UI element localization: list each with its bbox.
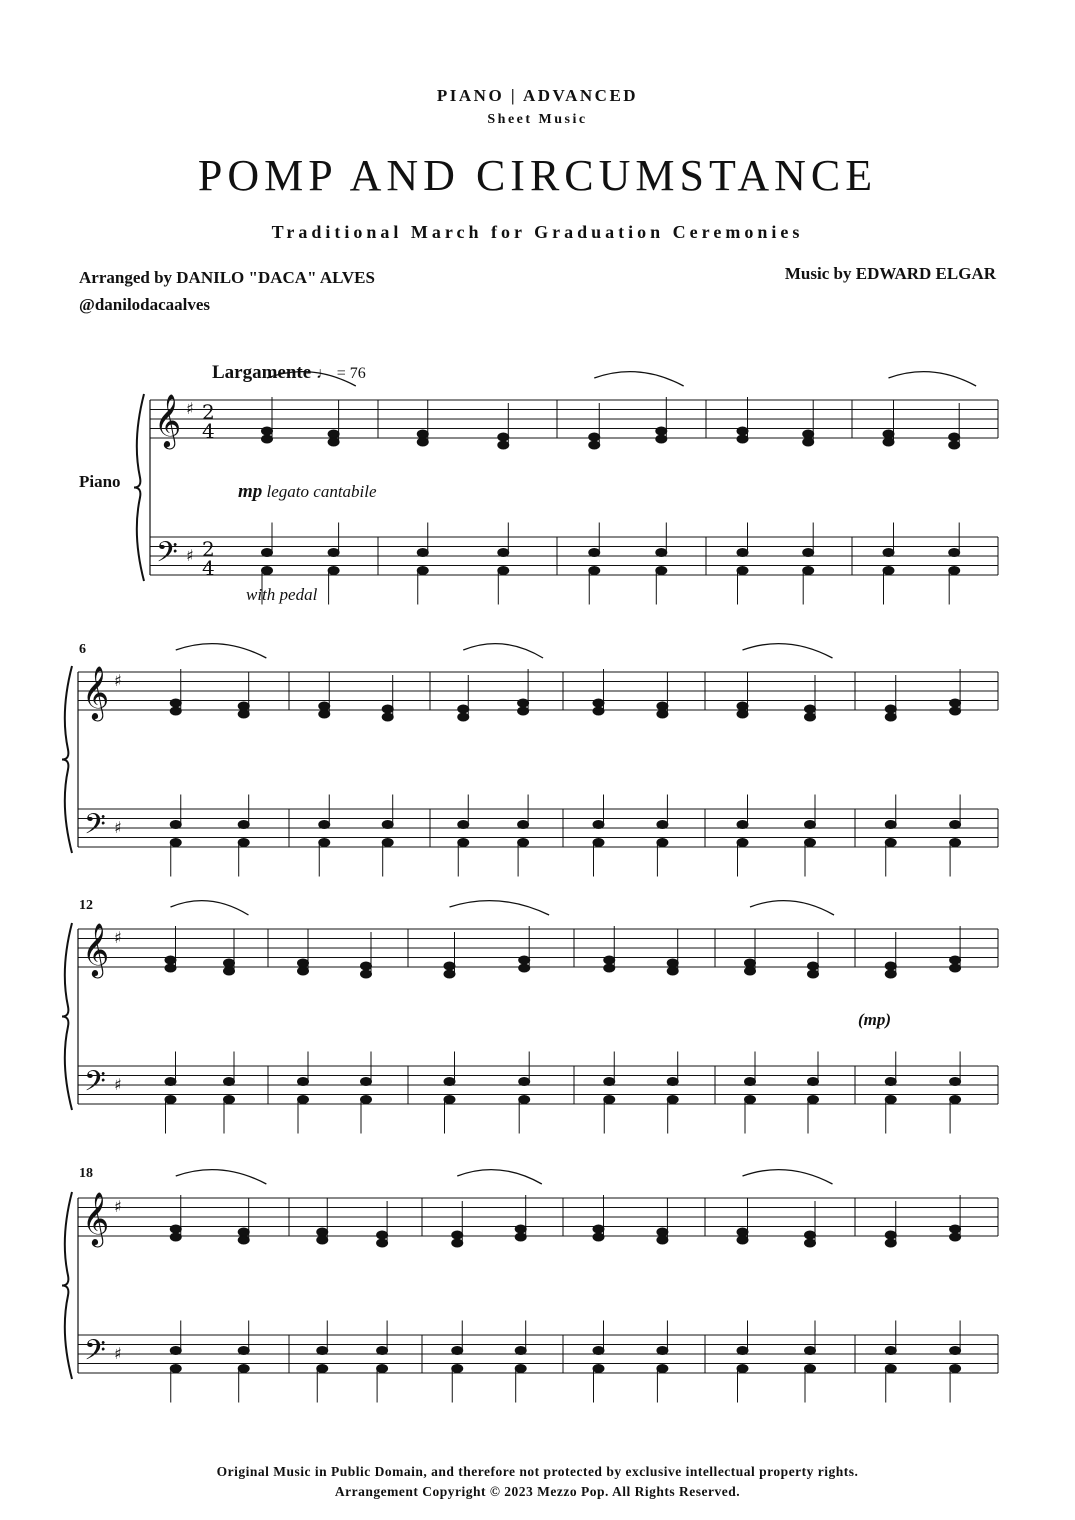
note-head <box>885 713 896 721</box>
measure-number-18: 18 <box>79 1166 93 1181</box>
note-head <box>883 567 894 575</box>
note-head <box>452 1231 463 1239</box>
note-head <box>885 839 896 847</box>
note-head <box>238 702 249 710</box>
note-head <box>808 1096 819 1104</box>
footer <box>0 1462 1075 1502</box>
note-head <box>589 549 600 557</box>
note-head <box>667 1078 678 1086</box>
note-head <box>657 1228 668 1236</box>
bass-clef-icon: 𝄢 <box>156 536 178 576</box>
sharp-icon: ♯ <box>114 818 122 837</box>
note-head <box>950 699 961 707</box>
note-head <box>657 1347 668 1355</box>
note-head <box>170 1365 181 1373</box>
note-head <box>458 821 469 829</box>
note-head <box>170 699 181 707</box>
note-head <box>604 964 615 972</box>
note-head <box>417 430 428 438</box>
time-signature-top: 2 <box>202 537 215 561</box>
footer-rights: Original Music in Public Domain, and therefore not protected by exclusive intellectual property rights. <box>216 1464 859 1479</box>
note-head <box>883 430 894 438</box>
note-head <box>224 1078 235 1086</box>
note-head <box>444 970 455 978</box>
tempo-value: = 76 <box>336 365 366 382</box>
note-head <box>224 1096 235 1104</box>
note-head <box>417 567 428 575</box>
note-head <box>515 1233 526 1241</box>
note-head <box>885 962 896 970</box>
time-signature-bottom: 4 <box>202 419 215 443</box>
note-head <box>593 1347 604 1355</box>
brace <box>134 394 144 581</box>
note-head <box>885 821 896 829</box>
note-head <box>885 1239 896 1247</box>
note-head <box>803 438 814 446</box>
note-head <box>498 433 509 441</box>
note-head <box>657 821 668 829</box>
sharp-icon: ♯ <box>114 1197 122 1216</box>
note-head <box>950 956 961 964</box>
note-head <box>803 549 814 557</box>
note-head <box>589 433 600 441</box>
sharp-icon: ♯ <box>186 399 194 418</box>
quarter-note-icon: ♩ <box>315 365 332 382</box>
note-head <box>737 549 748 557</box>
note-head <box>805 1231 816 1239</box>
note-head <box>805 713 816 721</box>
slur <box>743 1170 833 1184</box>
slur <box>889 372 977 386</box>
note-head <box>808 970 819 978</box>
note-head <box>885 1231 896 1239</box>
note-head <box>950 964 961 972</box>
note-head <box>165 1096 176 1104</box>
note-head <box>452 1365 463 1373</box>
note-head <box>361 1096 372 1104</box>
note-head <box>656 427 667 435</box>
measure-number-12: 12 <box>79 898 93 913</box>
piece-subtitle: Traditional March for Graduation Ceremonies <box>271 222 804 242</box>
slur <box>450 901 550 915</box>
note-head <box>452 1239 463 1247</box>
treble-clef-icon: 𝄞 <box>154 393 182 447</box>
slur <box>594 372 683 386</box>
note-head <box>593 821 604 829</box>
note-head <box>515 1225 526 1233</box>
arranger-credit: Arranged by DANILO "DACA" ALVES <box>79 268 375 287</box>
note-head <box>737 702 748 710</box>
note-head <box>885 705 896 713</box>
note-head <box>593 1233 604 1241</box>
note-head <box>170 1347 181 1355</box>
sharp-icon: ♯ <box>114 1075 122 1094</box>
sharp-icon: ♯ <box>186 546 194 565</box>
note-head <box>382 705 393 713</box>
note-head <box>589 441 600 449</box>
note-head <box>950 1225 961 1233</box>
note-head <box>262 567 273 575</box>
note-head <box>949 441 960 449</box>
note-head <box>883 549 894 557</box>
arranger-handle: @danilodacaalves <box>79 295 211 314</box>
note-head <box>317 1347 328 1355</box>
note-head <box>224 967 235 975</box>
note-head <box>737 1236 748 1244</box>
note-head <box>604 1096 615 1104</box>
bass-clef-icon: 𝄢 <box>84 808 106 848</box>
note-head <box>498 567 509 575</box>
bass-clef-icon: 𝄢 <box>84 1065 106 1105</box>
note-head <box>589 567 600 575</box>
note-head <box>737 710 748 718</box>
note-head <box>361 962 372 970</box>
note-head <box>170 1233 181 1241</box>
treble-clef-icon: 𝄞 <box>82 1191 110 1245</box>
note-head <box>224 959 235 967</box>
note-head <box>317 1365 328 1373</box>
note-head <box>885 1096 896 1104</box>
time-signature-bottom: 4 <box>202 556 215 580</box>
note-head <box>382 713 393 721</box>
note-head <box>805 1239 816 1247</box>
slur <box>176 644 267 658</box>
instrument-label: Piano <box>79 472 121 491</box>
note-head <box>238 1365 249 1373</box>
note-head <box>519 1096 530 1104</box>
note-head <box>298 1078 309 1086</box>
note-head <box>238 821 249 829</box>
note-head <box>165 956 176 964</box>
composer-credit: Music by EDWARD ELGAR <box>784 264 996 283</box>
dynamic-mp: mp <box>238 481 263 502</box>
note-head <box>519 1078 530 1086</box>
note-head <box>950 1347 961 1355</box>
brace <box>62 1192 72 1379</box>
note-head <box>656 567 667 575</box>
note-head <box>950 707 961 715</box>
note-head <box>604 1078 615 1086</box>
note-head <box>656 549 667 557</box>
note-head <box>805 839 816 847</box>
note-head <box>444 962 455 970</box>
slur <box>457 1170 542 1184</box>
note-head <box>737 839 748 847</box>
note-head <box>319 710 330 718</box>
note-head <box>949 549 960 557</box>
note-head <box>667 1096 678 1104</box>
note-head <box>238 1347 249 1355</box>
note-head <box>319 702 330 710</box>
measure-number-6: 6 <box>79 642 86 657</box>
note-head <box>319 839 330 847</box>
brace <box>62 666 72 853</box>
note-head <box>377 1231 388 1239</box>
note-head <box>519 964 530 972</box>
note-head <box>298 1096 309 1104</box>
note-head <box>604 956 615 964</box>
note-head <box>885 1078 896 1086</box>
note-head <box>238 839 249 847</box>
note-head <box>328 567 339 575</box>
note-head <box>262 435 273 443</box>
note-head <box>737 435 748 443</box>
subcategory-label: Sheet Music <box>487 112 588 127</box>
note-head <box>950 1096 961 1104</box>
note-head <box>170 1225 181 1233</box>
note-head <box>458 713 469 721</box>
note-head <box>328 549 339 557</box>
note-head <box>737 1365 748 1373</box>
dynamic-repeat: (mp) <box>858 1010 892 1029</box>
sharp-icon: ♯ <box>114 928 122 947</box>
category-label: PIANO | ADVANCED <box>436 86 639 105</box>
note-head <box>885 970 896 978</box>
note-head <box>885 1347 896 1355</box>
sharp-icon: ♯ <box>114 671 122 690</box>
slur <box>750 901 834 915</box>
note-head <box>657 1365 668 1373</box>
note-head <box>737 427 748 435</box>
note-head <box>238 710 249 718</box>
note-head <box>377 1239 388 1247</box>
note-head <box>317 1236 328 1244</box>
pedal-instruction: with pedal <box>246 585 318 604</box>
note-head <box>737 1347 748 1355</box>
note-head <box>745 959 756 967</box>
note-head <box>656 435 667 443</box>
note-head <box>298 967 309 975</box>
note-head <box>377 1347 388 1355</box>
note-head <box>298 959 309 967</box>
note-head <box>165 964 176 972</box>
note-head <box>805 1365 816 1373</box>
note-head <box>452 1347 463 1355</box>
note-head <box>238 1228 249 1236</box>
note-head <box>803 430 814 438</box>
note-head <box>170 821 181 829</box>
staff-systems <box>62 372 998 1403</box>
note-head <box>885 1365 896 1373</box>
note-head <box>950 1365 961 1373</box>
piece-title: POMP AND CIRCUMSTANCE <box>197 151 878 200</box>
note-head <box>657 702 668 710</box>
note-head <box>328 430 339 438</box>
note-head <box>593 707 604 715</box>
note-head <box>361 970 372 978</box>
slur <box>743 644 833 658</box>
note-head <box>519 956 530 964</box>
note-head <box>745 967 756 975</box>
note-head <box>949 433 960 441</box>
note-head <box>515 1347 526 1355</box>
note-head <box>737 821 748 829</box>
note-head <box>808 1078 819 1086</box>
treble-clef-icon: 𝄞 <box>82 665 110 719</box>
note-head <box>593 1225 604 1233</box>
note-head <box>745 1078 756 1086</box>
note-head <box>317 1228 328 1236</box>
note-head <box>165 1078 176 1086</box>
note-head <box>515 1365 526 1373</box>
note-head <box>170 707 181 715</box>
note-head <box>737 567 748 575</box>
note-head <box>593 839 604 847</box>
note-head <box>805 705 816 713</box>
note-head <box>883 438 894 446</box>
note-head <box>737 1228 748 1236</box>
slur <box>267 372 356 386</box>
note-head <box>518 707 529 715</box>
note-head <box>745 1096 756 1104</box>
note-head <box>518 839 529 847</box>
note-head <box>950 821 961 829</box>
note-head <box>518 821 529 829</box>
note-head <box>518 699 529 707</box>
note-head <box>170 839 181 847</box>
note-head <box>667 967 678 975</box>
note-head <box>950 1078 961 1086</box>
note-head <box>805 821 816 829</box>
note-head <box>382 839 393 847</box>
slur <box>171 901 249 915</box>
note-head <box>803 567 814 575</box>
note-head <box>444 1096 455 1104</box>
note-head <box>657 1236 668 1244</box>
note-head <box>950 839 961 847</box>
time-signature-top: 2 <box>202 400 215 424</box>
note-head <box>593 1365 604 1373</box>
note-head <box>458 839 469 847</box>
note-head <box>808 962 819 970</box>
note-head <box>262 427 273 435</box>
expression-text: legato cantabile <box>266 482 377 501</box>
note-head <box>417 438 428 446</box>
note-head <box>498 549 509 557</box>
note-head <box>949 567 960 575</box>
note-head <box>328 438 339 446</box>
note-head <box>262 549 273 557</box>
tempo-word: Largamente <box>212 362 312 383</box>
note-head <box>805 1347 816 1355</box>
note-head <box>458 705 469 713</box>
slur <box>176 1170 267 1184</box>
footer-copyright: Arrangement Copyright © 2023 Mezzo Pop. All Rights Reserved. <box>334 1484 741 1499</box>
note-head <box>657 839 668 847</box>
note-head <box>667 959 678 967</box>
note-head <box>319 821 330 829</box>
note-head <box>238 1236 249 1244</box>
bass-clef-icon: 𝄢 <box>84 1334 106 1374</box>
slur <box>463 644 543 658</box>
note-head <box>498 441 509 449</box>
brace <box>62 923 72 1110</box>
treble-clef-icon: 𝄞 <box>82 922 110 976</box>
note-head <box>950 1233 961 1241</box>
note-head <box>377 1365 388 1373</box>
note-head <box>444 1078 455 1086</box>
note-head <box>417 549 428 557</box>
note-head <box>593 699 604 707</box>
note-head <box>657 710 668 718</box>
note-head <box>361 1078 372 1086</box>
note-head <box>382 821 393 829</box>
sharp-icon: ♯ <box>114 1344 122 1363</box>
